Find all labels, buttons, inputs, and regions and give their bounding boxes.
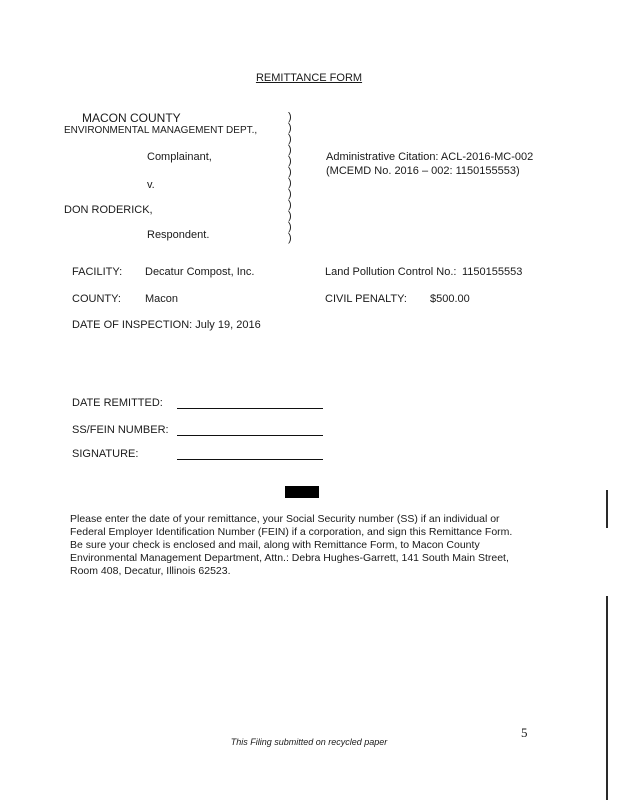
agency-department: ENVIRONMENTAL MANAGEMENT DEPT., xyxy=(64,125,258,136)
penalty-label: CIVIL PENALTY: xyxy=(325,293,407,305)
scan-edge-mark xyxy=(606,490,608,528)
facility-label: FACILITY: xyxy=(72,266,123,278)
signature-label: SIGNATURE: xyxy=(72,448,139,460)
agency-name: MACON COUNTY xyxy=(82,111,181,125)
citation-number: Administrative Citation: ACL-2016-MC-002 xyxy=(326,151,534,163)
ss-fein-label: SS/FEIN NUMBER: xyxy=(72,424,169,436)
instructions-line: Environmental Management Department, Attn.: Debra Hughes-Garrett, 141 South Main Street, xyxy=(70,552,509,564)
instructions-paragraph xyxy=(70,513,550,578)
redaction-box xyxy=(285,486,319,498)
form-title: REMITTANCE FORM xyxy=(255,72,363,84)
facility-value: Decatur Compost, Inc. xyxy=(145,266,255,278)
penalty-value: $500.00 xyxy=(430,293,470,305)
complainant-label: Complainant, xyxy=(147,151,212,163)
instructions-line: Please enter the date of your remittance, your Social Security number (SS) if an individual or xyxy=(70,513,500,525)
ss-fein-field[interactable] xyxy=(177,435,323,436)
instructions-line: Federal Employer Identification Number (FEIN) if a corporation, and sign this Remittance Form. xyxy=(70,526,513,538)
inspection-date: DATE OF INSPECTION: July 19, 2016 xyxy=(72,319,261,331)
footer-note: This Filing submitted on recycled paper xyxy=(230,737,388,747)
respondent-name: DON RODERICK, xyxy=(64,204,153,216)
lpc-label: Land Pollution Control No.: xyxy=(325,266,457,278)
date-remitted-label: DATE REMITTED: xyxy=(72,397,163,409)
scan-edge-mark xyxy=(606,596,608,800)
page-number: 5 xyxy=(521,725,528,740)
county-value: Macon xyxy=(145,293,179,305)
county-label: COUNTY: xyxy=(72,293,121,305)
mcemd-number: (MCEMD No. 2016 – 002: 1150155553) xyxy=(326,165,520,177)
date-remitted-field[interactable] xyxy=(177,408,323,409)
caption-divider: ) ) ) ) ) ) ) ) ) ) ) ) xyxy=(288,111,292,244)
lpc-value: 1150155553 xyxy=(462,266,523,278)
instructions-line: Be sure your check is enclosed and mail, along with Remittance Form, to Macon County xyxy=(70,539,480,551)
instructions-line: Room 408, Decatur, Illinois 62523. xyxy=(70,565,231,577)
versus-label: v. xyxy=(147,179,155,191)
signature-field[interactable] xyxy=(177,459,323,460)
respondent-label: Respondent. xyxy=(147,229,210,241)
